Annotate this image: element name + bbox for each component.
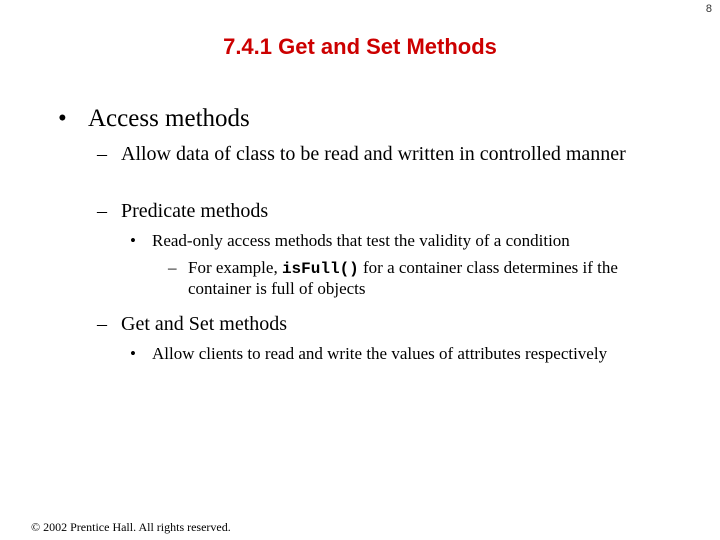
example-code: isFull() — [281, 260, 359, 278]
bullet-marker: • — [130, 231, 136, 250]
bullet-access-methods — [58, 104, 250, 134]
bullet-marker: • — [58, 105, 67, 132]
sub-sub-bullet-read-only — [130, 231, 690, 251]
dash-marker: – — [97, 200, 107, 222]
example-suffix: for a container class determines if the container is full of objects — [188, 258, 618, 299]
bullet-access-methods-text: Access methods — [88, 105, 250, 132]
bullet-marker: • — [130, 344, 136, 363]
example-is-full — [168, 258, 668, 300]
copyright-icon: © — [31, 520, 41, 534]
sub-bullet-predicate-methods-text: Predicate methods — [121, 200, 269, 222]
sub-sub-bullet-allow-clients — [130, 344, 610, 364]
example-prefix: For example, — [188, 258, 282, 277]
dash-marker: – — [97, 313, 107, 335]
sub-sub-bullet-allow-clients-text: Allow clients to read and write the values of attributes respectively — [152, 344, 608, 363]
slide-number: 8 — [705, 3, 712, 15]
sub-sub-bullet-read-only-text: Read-only access methods that test the validity of a condition — [152, 231, 570, 250]
dash-marker: – — [168, 258, 177, 277]
copyright-footer — [31, 520, 231, 535]
example-is-full-text — [188, 258, 668, 300]
sub-bullet-allow-data — [97, 142, 657, 166]
sub-bullet-allow-data-text: Allow data of class to be read and written in controlled manner — [121, 143, 626, 165]
sub-bullet-get-set-methods-text: Get and Set methods — [121, 313, 288, 335]
copyright-text: 2002 Prentice Hall. All rights reserved. — [40, 520, 231, 534]
sub-bullet-get-set-methods — [97, 312, 657, 336]
sub-bullet-predicate-methods — [97, 199, 657, 223]
slide-title: 7.4.1 Get and Set Methods — [223, 34, 497, 59]
dash-marker: – — [97, 143, 107, 165]
